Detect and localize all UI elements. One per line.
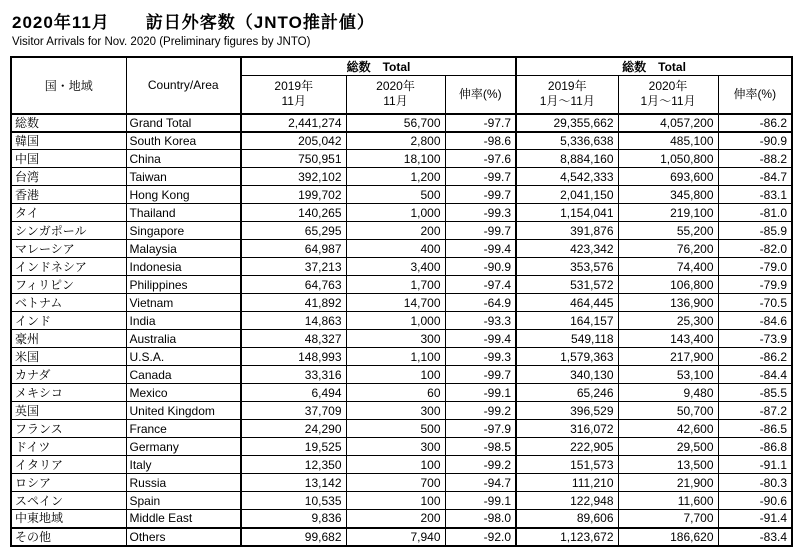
nov-2020-cell: 1,200 <box>346 168 445 186</box>
growth-nov-cell: -94.7 <box>445 474 516 492</box>
cum-2019-cell: 111,210 <box>516 474 618 492</box>
growth-nov-cell: -97.6 <box>445 150 516 168</box>
table-row <box>11 492 792 510</box>
country-en-cell: Indonesia <box>126 258 241 276</box>
table-row <box>11 420 792 438</box>
country-jp-cell: その他 <box>11 528 126 546</box>
country-en-cell: Thailand <box>126 204 241 222</box>
cum-2019-cell: 2,041,150 <box>516 186 618 204</box>
country-jp-cell: 米国 <box>11 348 126 366</box>
country-jp-cell: 英国 <box>11 402 126 420</box>
country-en-cell: United Kingdom <box>126 402 241 420</box>
col-header-2020-nov <box>346 76 445 114</box>
cum-2019-cell: 1,579,363 <box>516 348 618 366</box>
growth-nov-cell: -99.1 <box>445 492 516 510</box>
nov-2019-cell: 65,295 <box>241 222 346 240</box>
table-row <box>11 294 792 312</box>
table-row <box>11 312 792 330</box>
nov-2019-cell: 33,316 <box>241 366 346 384</box>
nov-2020-cell: 1,000 <box>346 312 445 330</box>
cum-2020-cell: 21,900 <box>618 474 718 492</box>
cum-2019-cell: 5,336,638 <box>516 132 618 150</box>
cum-2019-cell: 340,130 <box>516 366 618 384</box>
table-row <box>11 402 792 420</box>
nov-2020-cell: 100 <box>346 456 445 474</box>
table-row <box>11 132 792 150</box>
table-row <box>11 114 792 132</box>
cum-2020-cell: 9,480 <box>618 384 718 402</box>
country-jp-cell: 総数 <box>11 114 126 132</box>
cum-2019-cell: 391,876 <box>516 222 618 240</box>
growth-nov-cell: -99.3 <box>445 348 516 366</box>
table-row <box>11 186 792 204</box>
nov-2019-cell: 64,987 <box>241 240 346 258</box>
cum-2020-cell: 345,800 <box>618 186 718 204</box>
growth-cum-cell: -82.0 <box>718 240 792 258</box>
country-en-cell: Vietnam <box>126 294 241 312</box>
country-jp-cell: 中東地域 <box>11 510 126 528</box>
month-label: 11月 <box>383 94 408 109</box>
nov-2019-cell: 6,494 <box>241 384 346 402</box>
cum-2020-cell: 485,100 <box>618 132 718 150</box>
country-en-cell: Philippines <box>126 276 241 294</box>
year-label: 2020年 <box>376 79 415 94</box>
nov-2019-cell: 37,213 <box>241 258 346 276</box>
table-body <box>11 114 792 546</box>
growth-nov-cell: -92.0 <box>445 528 516 546</box>
nov-2020-cell: 300 <box>346 438 445 456</box>
nov-2019-cell: 10,535 <box>241 492 346 510</box>
cum-2020-cell: 143,400 <box>618 330 718 348</box>
nov-2019-cell: 140,265 <box>241 204 346 222</box>
country-jp-cell: 韓国 <box>11 132 126 150</box>
nov-2020-cell: 18,100 <box>346 150 445 168</box>
cum-2019-cell: 8,884,160 <box>516 150 618 168</box>
country-en-cell: Singapore <box>126 222 241 240</box>
nov-2020-cell: 1,700 <box>346 276 445 294</box>
growth-cum-cell: -87.2 <box>718 402 792 420</box>
growth-nov-cell: -99.7 <box>445 222 516 240</box>
country-en-cell: Russia <box>126 474 241 492</box>
nov-2020-cell: 60 <box>346 384 445 402</box>
cum-2020-cell: 11,600 <box>618 492 718 510</box>
nov-2020-cell: 200 <box>346 510 445 528</box>
growth-nov-cell: -98.6 <box>445 132 516 150</box>
table-row <box>11 258 792 276</box>
nov-2020-cell: 100 <box>346 492 445 510</box>
cum-2020-cell: 217,900 <box>618 348 718 366</box>
country-jp-cell: タイ <box>11 204 126 222</box>
cum-2019-cell: 65,246 <box>516 384 618 402</box>
growth-nov-cell: -98.5 <box>445 438 516 456</box>
cum-2020-cell: 693,600 <box>618 168 718 186</box>
group-header-total-nov: 総数 Total <box>241 57 516 76</box>
nov-2019-cell: 2,441,274 <box>241 114 346 132</box>
col-header-2019-nov <box>241 76 346 114</box>
country-en-cell: India <box>126 312 241 330</box>
growth-nov-cell: -90.9 <box>445 258 516 276</box>
growth-cum-cell: -80.3 <box>718 474 792 492</box>
country-jp-cell: インドネシア <box>11 258 126 276</box>
nov-2020-cell: 56,700 <box>346 114 445 132</box>
table-row <box>11 222 792 240</box>
growth-nov-cell: -99.1 <box>445 384 516 402</box>
table-row <box>11 330 792 348</box>
country-jp-cell: フランス <box>11 420 126 438</box>
country-jp-cell: 中国 <box>11 150 126 168</box>
cum-2019-cell: 1,123,672 <box>516 528 618 546</box>
cum-2020-cell: 219,100 <box>618 204 718 222</box>
cum-2019-cell: 29,355,662 <box>516 114 618 132</box>
growth-cum-cell: -88.2 <box>718 150 792 168</box>
page-title: 2020年11月 訪日外客数（JNTO推計値） <box>12 13 375 32</box>
growth-nov-cell: -97.4 <box>445 276 516 294</box>
growth-cum-cell: -86.2 <box>718 348 792 366</box>
nov-2020-cell: 500 <box>346 186 445 204</box>
country-jp-cell: フィリピン <box>11 276 126 294</box>
nov-2020-cell: 1,100 <box>346 348 445 366</box>
cum-2019-cell: 353,576 <box>516 258 618 276</box>
cum-2019-cell: 1,154,041 <box>516 204 618 222</box>
country-jp-cell: ベトナム <box>11 294 126 312</box>
country-jp-cell: 香港 <box>11 186 126 204</box>
nov-2020-cell: 100 <box>346 366 445 384</box>
growth-cum-cell: -84.6 <box>718 312 792 330</box>
cum-2020-cell: 7,700 <box>618 510 718 528</box>
growth-cum-cell: -91.4 <box>718 510 792 528</box>
month-label: 11月 <box>281 94 306 109</box>
col-header-2019-cumulative <box>516 76 618 114</box>
table-row <box>11 456 792 474</box>
growth-cum-cell: -83.1 <box>718 186 792 204</box>
cum-2020-cell: 136,900 <box>618 294 718 312</box>
col-header-growth-cumulative: 伸率(%) <box>718 76 792 114</box>
growth-nov-cell: -99.7 <box>445 366 516 384</box>
cum-2019-cell: 164,157 <box>516 312 618 330</box>
nov-2020-cell: 400 <box>346 240 445 258</box>
cum-2019-cell: 222,905 <box>516 438 618 456</box>
nov-2019-cell: 9,836 <box>241 510 346 528</box>
year-label: 2019年 <box>547 79 587 94</box>
growth-nov-cell: -99.2 <box>445 402 516 420</box>
cum-2020-cell: 42,600 <box>618 420 718 438</box>
country-jp-cell: 台湾 <box>11 168 126 186</box>
table-row <box>11 240 792 258</box>
nov-2020-cell: 14,700 <box>346 294 445 312</box>
nov-2019-cell: 24,290 <box>241 420 346 438</box>
country-jp-cell: スペイン <box>11 492 126 510</box>
growth-cum-cell: -81.0 <box>718 204 792 222</box>
table-row <box>11 474 792 492</box>
nov-2019-cell: 205,042 <box>241 132 346 150</box>
col-header-2020-cumulative <box>618 76 718 114</box>
nov-2019-cell: 19,525 <box>241 438 346 456</box>
country-en-cell: Canada <box>126 366 241 384</box>
growth-cum-cell: -85.9 <box>718 222 792 240</box>
cum-2019-cell: 423,342 <box>516 240 618 258</box>
country-en-cell: Spain <box>126 492 241 510</box>
growth-nov-cell: -99.7 <box>445 186 516 204</box>
nov-2020-cell: 300 <box>346 402 445 420</box>
country-jp-cell: マレーシア <box>11 240 126 258</box>
country-jp-cell: インド <box>11 312 126 330</box>
cum-2020-cell: 4,057,200 <box>618 114 718 132</box>
cum-2019-cell: 122,948 <box>516 492 618 510</box>
country-jp-cell: カナダ <box>11 366 126 384</box>
country-en-cell: Australia <box>126 330 241 348</box>
year-label: 2019年 <box>274 79 314 94</box>
cum-2020-cell: 186,620 <box>618 528 718 546</box>
growth-nov-cell: -93.3 <box>445 312 516 330</box>
cum-2020-cell: 29,500 <box>618 438 718 456</box>
growth-nov-cell: -97.7 <box>445 114 516 132</box>
cum-2020-cell: 53,100 <box>618 366 718 384</box>
growth-nov-cell: -98.0 <box>445 510 516 528</box>
table-row <box>11 528 792 546</box>
growth-cum-cell: -91.1 <box>718 456 792 474</box>
cum-2019-cell: 464,445 <box>516 294 618 312</box>
nov-2019-cell: 64,763 <box>241 276 346 294</box>
cum-2019-cell: 89,606 <box>516 510 618 528</box>
range-label: 1月～11月 <box>640 94 696 109</box>
table-row <box>11 384 792 402</box>
nov-2020-cell: 2,800 <box>346 132 445 150</box>
country-en-cell: Mexico <box>126 384 241 402</box>
cum-2020-cell: 106,800 <box>618 276 718 294</box>
growth-cum-cell: -86.8 <box>718 438 792 456</box>
country-en-cell: Hong Kong <box>126 186 241 204</box>
country-jp-cell: メキシコ <box>11 384 126 402</box>
cum-2020-cell: 76,200 <box>618 240 718 258</box>
visitor-arrivals-table <box>10 56 793 547</box>
nov-2020-cell: 700 <box>346 474 445 492</box>
table-row <box>11 150 792 168</box>
growth-cum-cell: -86.5 <box>718 420 792 438</box>
country-en-cell: Italy <box>126 456 241 474</box>
nov-2020-cell: 300 <box>346 330 445 348</box>
range-label: 1月～11月 <box>539 94 595 109</box>
cum-2019-cell: 549,118 <box>516 330 618 348</box>
cum-2019-cell: 4,542,333 <box>516 168 618 186</box>
col-header-growth-nov: 伸率(%) <box>445 76 516 114</box>
growth-cum-cell: -90.6 <box>718 492 792 510</box>
country-en-cell: Others <box>126 528 241 546</box>
nov-2020-cell: 7,940 <box>346 528 445 546</box>
table-row <box>11 510 792 528</box>
growth-cum-cell: -85.5 <box>718 384 792 402</box>
nov-2019-cell: 48,327 <box>241 330 346 348</box>
growth-cum-cell: -90.9 <box>718 132 792 150</box>
country-en-cell: Taiwan <box>126 168 241 186</box>
cum-2020-cell: 13,500 <box>618 456 718 474</box>
growth-cum-cell: -84.7 <box>718 168 792 186</box>
nov-2019-cell: 99,682 <box>241 528 346 546</box>
growth-cum-cell: -79.9 <box>718 276 792 294</box>
country-en-cell: France <box>126 420 241 438</box>
growth-nov-cell: -99.7 <box>445 168 516 186</box>
group-header-total-cumulative: 総数 Total <box>516 57 792 76</box>
cum-2020-cell: 1,050,800 <box>618 150 718 168</box>
cum-2020-cell: 50,700 <box>618 402 718 420</box>
cum-2019-cell: 531,572 <box>516 276 618 294</box>
country-jp-cell: イタリア <box>11 456 126 474</box>
cum-2019-cell: 396,529 <box>516 402 618 420</box>
country-jp-cell: ドイツ <box>11 438 126 456</box>
table-row <box>11 366 792 384</box>
nov-2020-cell: 500 <box>346 420 445 438</box>
nov-2019-cell: 37,709 <box>241 402 346 420</box>
nov-2019-cell: 148,993 <box>241 348 346 366</box>
country-jp-cell: シンガポール <box>11 222 126 240</box>
growth-cum-cell: -70.5 <box>718 294 792 312</box>
nov-2019-cell: 392,102 <box>241 168 346 186</box>
cum-2020-cell: 74,400 <box>618 258 718 276</box>
country-en-cell: Malaysia <box>126 240 241 258</box>
country-en-cell: Germany <box>126 438 241 456</box>
growth-nov-cell: -99.2 <box>445 456 516 474</box>
nov-2020-cell: 3,400 <box>346 258 445 276</box>
table-row <box>11 438 792 456</box>
cum-2019-cell: 151,573 <box>516 456 618 474</box>
nov-2019-cell: 41,892 <box>241 294 346 312</box>
table-row <box>11 276 792 294</box>
growth-cum-cell: -86.2 <box>718 114 792 132</box>
country-en-cell: U.S.A. <box>126 348 241 366</box>
country-en-cell: Middle East <box>126 510 241 528</box>
col-header-country-en: Country/Area <box>126 57 241 114</box>
growth-nov-cell: -99.4 <box>445 240 516 258</box>
cum-2019-cell: 316,072 <box>516 420 618 438</box>
table-row <box>11 348 792 366</box>
table-row <box>11 168 792 186</box>
table-row <box>11 204 792 222</box>
country-en-cell: South Korea <box>126 132 241 150</box>
country-jp-cell: ロシア <box>11 474 126 492</box>
cum-2020-cell: 25,300 <box>618 312 718 330</box>
cum-2020-cell: 55,200 <box>618 222 718 240</box>
nov-2019-cell: 14,863 <box>241 312 346 330</box>
growth-nov-cell: -99.3 <box>445 204 516 222</box>
growth-cum-cell: -79.0 <box>718 258 792 276</box>
growth-cum-cell: -84.4 <box>718 366 792 384</box>
growth-nov-cell: -97.9 <box>445 420 516 438</box>
nov-2019-cell: 13,142 <box>241 474 346 492</box>
country-jp-cell: 豪州 <box>11 330 126 348</box>
growth-cum-cell: -83.4 <box>718 528 792 546</box>
growth-nov-cell: -64.9 <box>445 294 516 312</box>
page-subtitle: Visitor Arrivals for Nov. 2020 (Preliminary figures by JNTO) <box>12 36 311 48</box>
nov-2019-cell: 12,350 <box>241 456 346 474</box>
col-header-country-jp: 国・地域 <box>11 57 126 114</box>
country-en-cell: Grand Total <box>126 114 241 132</box>
growth-nov-cell: -99.4 <box>445 330 516 348</box>
nov-2020-cell: 1,000 <box>346 204 445 222</box>
nov-2020-cell: 200 <box>346 222 445 240</box>
year-label: 2020年 <box>648 79 688 94</box>
country-en-cell: China <box>126 150 241 168</box>
growth-cum-cell: -73.9 <box>718 330 792 348</box>
nov-2019-cell: 199,702 <box>241 186 346 204</box>
nov-2019-cell: 750,951 <box>241 150 346 168</box>
